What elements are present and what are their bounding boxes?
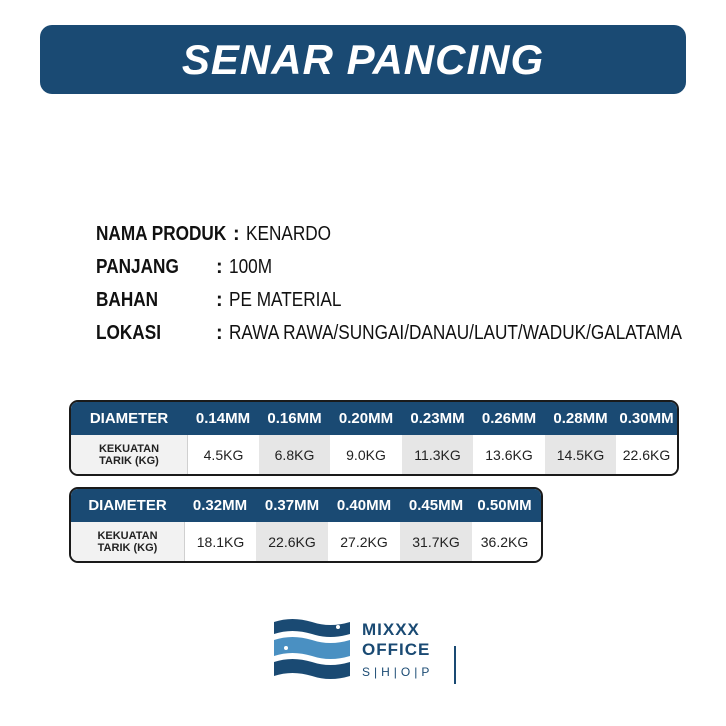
diameter-cell: 0.26MM <box>481 410 537 427</box>
strength-cell: 36.2KG <box>472 522 537 561</box>
page-title: SENAR PANCING <box>181 35 545 83</box>
diameter-cell: 0.20MM <box>338 410 394 427</box>
spec-row-panjang <box>96 251 726 284</box>
row-label <box>71 522 184 561</box>
logo-divider <box>454 646 456 684</box>
table-header-row <box>71 402 677 435</box>
spec-colon: : <box>216 322 223 344</box>
spec-colon: : <box>216 256 223 278</box>
spec-label: LOKASI <box>96 322 161 344</box>
row-label <box>71 435 187 474</box>
spec-row-nama-produk <box>96 218 726 251</box>
strength-cell: 22.6KG <box>256 522 328 561</box>
header-label: DIAMETER <box>88 497 167 514</box>
strength-cell: 27.2KG <box>328 522 400 561</box>
table-body-row <box>71 435 677 474</box>
diameter-cell: 0.30MM <box>619 410 674 427</box>
strength-cell: 9.0KG <box>330 435 402 474</box>
strength-cell: 14.5KG <box>545 435 616 474</box>
spec-label: BAHAN <box>96 289 159 311</box>
diameter-cell: 0.28MM <box>553 410 608 427</box>
diameter-cell: 0.37MM <box>264 497 320 514</box>
row-label-line-1: KEKUATAN <box>97 529 158 542</box>
table-header-row <box>71 489 541 522</box>
header-label: DIAMETER <box>89 410 169 427</box>
diameter-cell: 0.16MM <box>267 410 322 427</box>
spec-colon: : <box>216 289 223 311</box>
strength-cell: 6.8KG <box>259 435 330 474</box>
diameter-cell: 0.23MM <box>410 410 465 427</box>
logo-wordmark <box>362 620 433 682</box>
strength-cell: 11.3KG <box>402 435 473 474</box>
row-label-line-1: KEKUATAN <box>98 442 160 455</box>
spec-value: RAWA RAWA/SUNGAI/DANAU/LAUT/WADUK/GALATAMA <box>228 322 682 344</box>
row-label-line-2: TARIK (KG) <box>97 541 158 554</box>
logo-line-3: S|H|O|P <box>362 665 434 679</box>
diameter-cell: 0.40MM <box>336 497 392 514</box>
fish-logo-icon <box>272 616 352 686</box>
spec-label: NAMA PRODUK <box>96 223 227 245</box>
strength-cell: 18.1KG <box>184 522 256 561</box>
title-banner <box>40 25 686 94</box>
strength-cell: 31.7KG <box>400 522 472 561</box>
spec-colon: : <box>233 223 240 245</box>
spec-value: KENARDO <box>245 223 331 245</box>
strength-cell: 13.6KG <box>473 435 545 474</box>
product-specs <box>96 218 726 350</box>
strength-cell: 22.6KG <box>616 435 677 474</box>
spec-value: 100M <box>228 256 272 278</box>
strength-cell: 4.5KG <box>187 435 259 474</box>
table-body-row <box>71 522 541 561</box>
shop-logo <box>272 616 433 686</box>
diameter-cell: 0.14MM <box>195 410 251 427</box>
logo-line-1: MIXXX <box>362 620 420 639</box>
strength-table-2 <box>69 487 543 563</box>
diameter-cell: 0.50MM <box>477 497 532 514</box>
spec-value: PE MATERIAL <box>228 289 342 311</box>
spec-row-lokasi <box>96 317 726 350</box>
diameter-cell: 0.32MM <box>192 497 248 514</box>
row-label-line-2: TARIK (KG) <box>99 454 159 467</box>
strength-table-1 <box>69 400 679 476</box>
spec-label: PANJANG <box>96 256 179 278</box>
logo-line-2: OFFICE <box>362 640 431 659</box>
spec-row-bahan <box>96 284 726 317</box>
diameter-cell: 0.45MM <box>408 497 464 514</box>
